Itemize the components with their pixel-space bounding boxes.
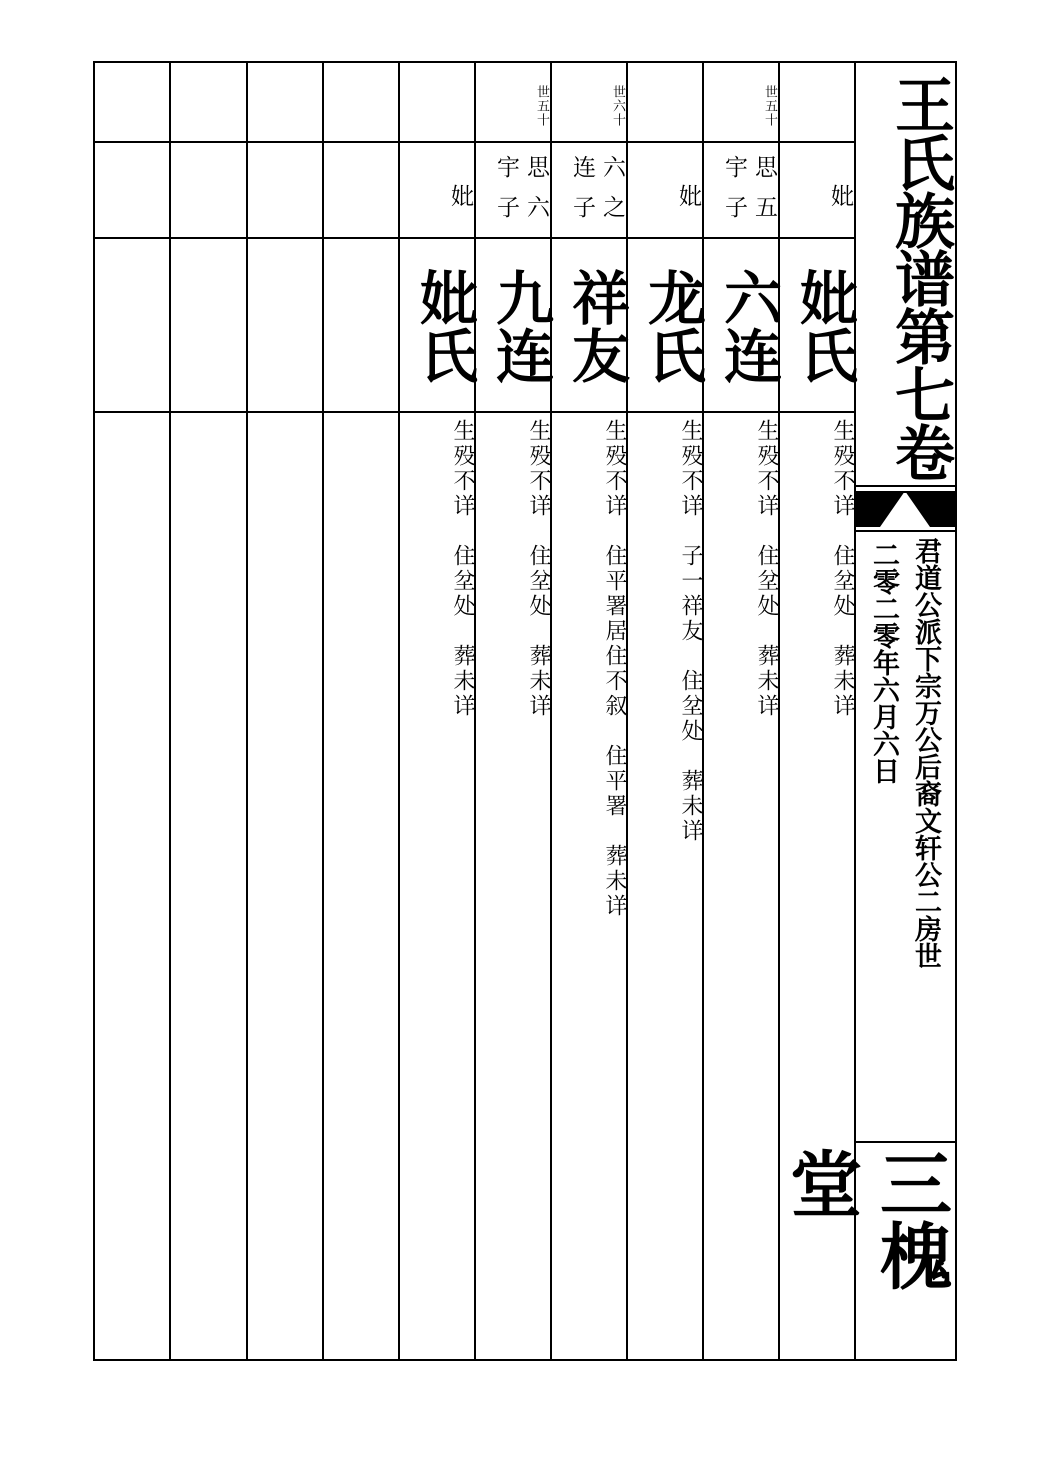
empty-column xyxy=(323,63,399,1359)
person-name: 龙氏 xyxy=(638,268,706,384)
empty-column xyxy=(171,63,247,1359)
person-column xyxy=(551,63,630,1359)
person-name: 妣氏 xyxy=(790,268,858,384)
relation-lines xyxy=(475,155,551,235)
relation-line: 妣 xyxy=(447,183,473,207)
genealogy-sheet xyxy=(93,61,957,1361)
relation-line: 妣 xyxy=(675,183,701,207)
book-title: 王氏族谱第七卷 xyxy=(885,73,955,480)
person-detail: 生殁不详 住平署居住不叙 住平署 葬未详 xyxy=(602,419,627,919)
generation-label: 世五十 xyxy=(534,85,549,127)
person-column xyxy=(627,63,706,1359)
person-column xyxy=(475,63,554,1359)
person-name: 九连 xyxy=(486,268,554,384)
relation-line: 思宇 xyxy=(493,155,549,178)
relation-line: 思宇 xyxy=(721,155,777,178)
relation-lines xyxy=(703,155,779,235)
hall-name: 三槐堂 xyxy=(778,1147,953,1291)
person-detail: 生殁不详 子一祥友 住坌处 葬未详 xyxy=(678,419,703,844)
title-divider xyxy=(856,485,955,487)
relation-line: 妣 xyxy=(827,183,853,207)
person-detail: 生殁不详 住坌处 葬未详 xyxy=(830,419,855,719)
empty-column xyxy=(95,63,171,1359)
relation-lines xyxy=(551,155,627,235)
person-column xyxy=(399,63,478,1359)
generation-label: 世五十 xyxy=(762,85,777,127)
person-name: 妣氏 xyxy=(410,268,478,384)
relation-line: 之子 xyxy=(569,195,625,218)
fish-tail-ornament xyxy=(856,491,955,537)
compile-date: 二零二零年六月六日 xyxy=(868,541,899,784)
lineage-subtitle: 君道公派下宗万公后裔文轩公二房世 xyxy=(910,537,941,969)
relation-line: 五子 xyxy=(721,195,777,218)
person-detail: 生殁不详 住坌处 葬未详 xyxy=(450,419,475,719)
person-name: 六连 xyxy=(714,268,782,384)
generation-label: 世六十 xyxy=(610,85,625,127)
person-detail: 生殁不详 住坌处 葬未详 xyxy=(526,419,551,719)
person-detail: 生殁不详 住坌处 葬未详 xyxy=(754,419,779,719)
person-column xyxy=(703,63,782,1359)
relation-line: 六连 xyxy=(569,155,625,178)
empty-column xyxy=(247,63,323,1359)
title-divider xyxy=(856,1141,955,1143)
relation-line: 六子 xyxy=(493,195,549,218)
person-name: 祥友 xyxy=(562,268,630,384)
